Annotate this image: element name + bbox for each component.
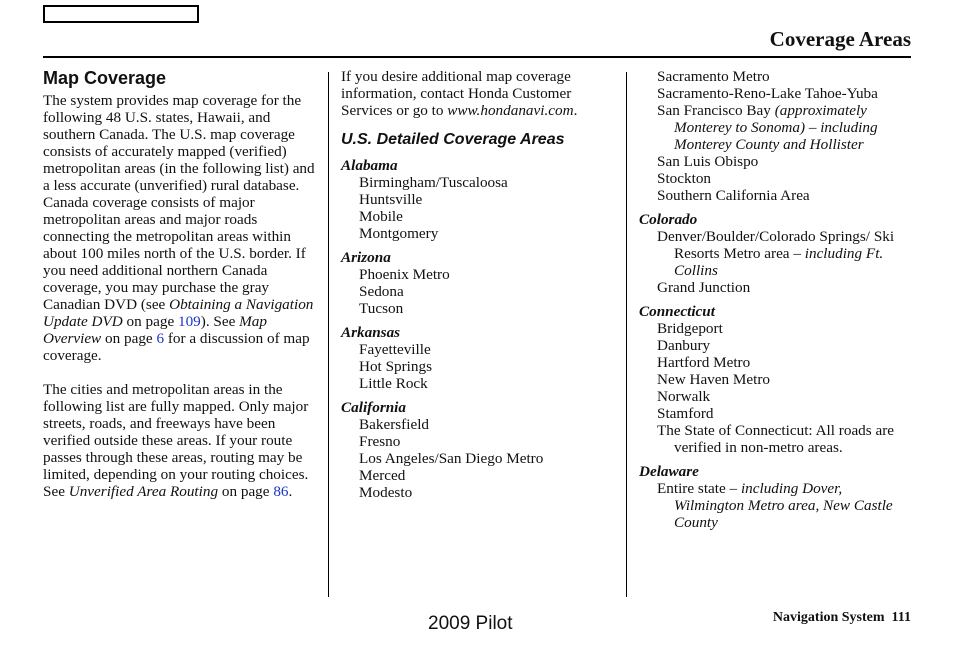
list-item: Los Angeles/San Diego Metro <box>359 450 544 467</box>
list-item: Stamford <box>657 405 714 422</box>
page-86-link[interactable]: 86 <box>273 483 289 500</box>
list-item: The State of Connecticut: All roads are verified in non-metro areas. <box>657 422 895 456</box>
list-item: Sedona <box>359 283 404 300</box>
page-6-link[interactable]: 6 <box>156 330 165 347</box>
list-item: Danbury <box>657 337 711 354</box>
header-tab-box <box>43 5 199 23</box>
list-item: Bridgeport <box>657 320 723 337</box>
list-item: Little Rock <box>359 375 428 392</box>
list-item: Southern California Area <box>657 187 810 204</box>
column-2 <box>341 68 615 501</box>
list-item: Stockton <box>657 170 712 187</box>
state-list <box>341 157 615 501</box>
state-heading-california: California <box>341 399 406 416</box>
coverage-contact-paragraph: If you desire additional map coverage information, contact Honda Customer Services or go to www.hondanavi.com. <box>341 68 578 119</box>
list-item: Birmingham/Tuscaloosa <box>359 174 508 191</box>
map-coverage-paragraph-2: The cities and metropolitan areas in the following list are fully mapped. Only major streets, roads, and freeways have been verified outside these areas. If your route passes through these areas, routing may be limited, depending on your routing choices. See Unverified Area Routing on page 86. <box>43 381 309 500</box>
list-item: Mobile <box>359 208 403 225</box>
list-item: Grand Junction <box>657 279 751 296</box>
state-heading-colorado: Colorado <box>639 211 698 228</box>
map-coverage-paragraph-1: The system provides map coverage for the following 48 U.S. states, Hawaii, and southern Canada. The U.S. map coverage consists of accurately mapped (verified) metropolitan areas (in the following list) and a less accurate (unverified) rural database. Canada coverage consists of major metropolitan areas and major roads connecting the metropolitan areas within about 100 miles north of the U.S. border. If you need additional northern Canada coverage, you may purchase the gray Canadian DVD (see Obtaining a Navigation Update DVD on page 109). See Map Overview on page 6 for a discussion of map coverage. <box>43 92 315 364</box>
list-item: Montgomery <box>359 225 439 242</box>
state-heading-delaware: Delaware <box>639 463 699 480</box>
page-title: Coverage Areas <box>769 27 911 51</box>
list-item: Norwalk <box>657 388 711 405</box>
list-item: Tucson <box>359 300 404 317</box>
page-109-link[interactable]: 109 <box>177 313 201 330</box>
unverified-routing-reference: Unverified Area Routing <box>68 483 219 500</box>
header-rule <box>43 56 911 58</box>
hondanavi-url: www.hondanavi.com <box>447 102 574 119</box>
list-item: San Luis Obispo <box>657 153 759 170</box>
map-coverage-heading: Map Coverage <box>43 68 167 88</box>
list-item: Hartford Metro <box>657 354 751 371</box>
list-item: Hot Springs <box>359 358 432 375</box>
list-item: Entire state – including Dover, Wilmington Metro area, New Castle County <box>657 480 893 531</box>
list-item: Fresno <box>359 433 401 450</box>
list-item: Huntsville <box>359 191 423 208</box>
state-heading-arizona: Arizona <box>341 249 391 266</box>
list-item: San Francisco Bay (approximately Monterey to Sonoma) – including Monterey County and Hollister <box>657 102 878 153</box>
state-heading-alabama: Alabama <box>341 157 398 174</box>
us-coverage-subheading: U.S. Detailed Coverage Areas <box>341 131 565 148</box>
list-item: Sacramento Metro <box>657 68 770 85</box>
state-heading-arkansas: Arkansas <box>341 324 401 341</box>
column-divider-1 <box>328 72 329 597</box>
list-item: Modesto <box>359 484 413 501</box>
column-1 <box>43 68 317 500</box>
list-item: Phoenix Metro <box>359 266 450 283</box>
list-item: Merced <box>359 467 406 484</box>
state-heading-connecticut: Connecticut <box>639 303 715 320</box>
list-item: Bakersfield <box>359 416 430 433</box>
list-item: Fayetteville <box>359 341 431 358</box>
column-3 <box>639 68 914 531</box>
vehicle-model-label: 2009 Pilot <box>428 613 513 634</box>
list-item: Denver/Boulder/Colorado Springs/ Ski Resorts Metro area – including Ft. Collins <box>657 228 895 279</box>
list-item: New Haven Metro <box>657 371 771 388</box>
obtaining-dvd-reference: Obtaining a Navigation Update DVD <box>43 296 314 330</box>
page-number: 111 <box>891 610 911 625</box>
footer-section-page: Navigation System 111 <box>772 610 911 625</box>
list-item: Sacramento-Reno-Lake Tahoe-Yuba <box>657 85 878 102</box>
map-overview-reference: Map Overview <box>43 313 267 347</box>
column-divider-2 <box>626 72 627 597</box>
